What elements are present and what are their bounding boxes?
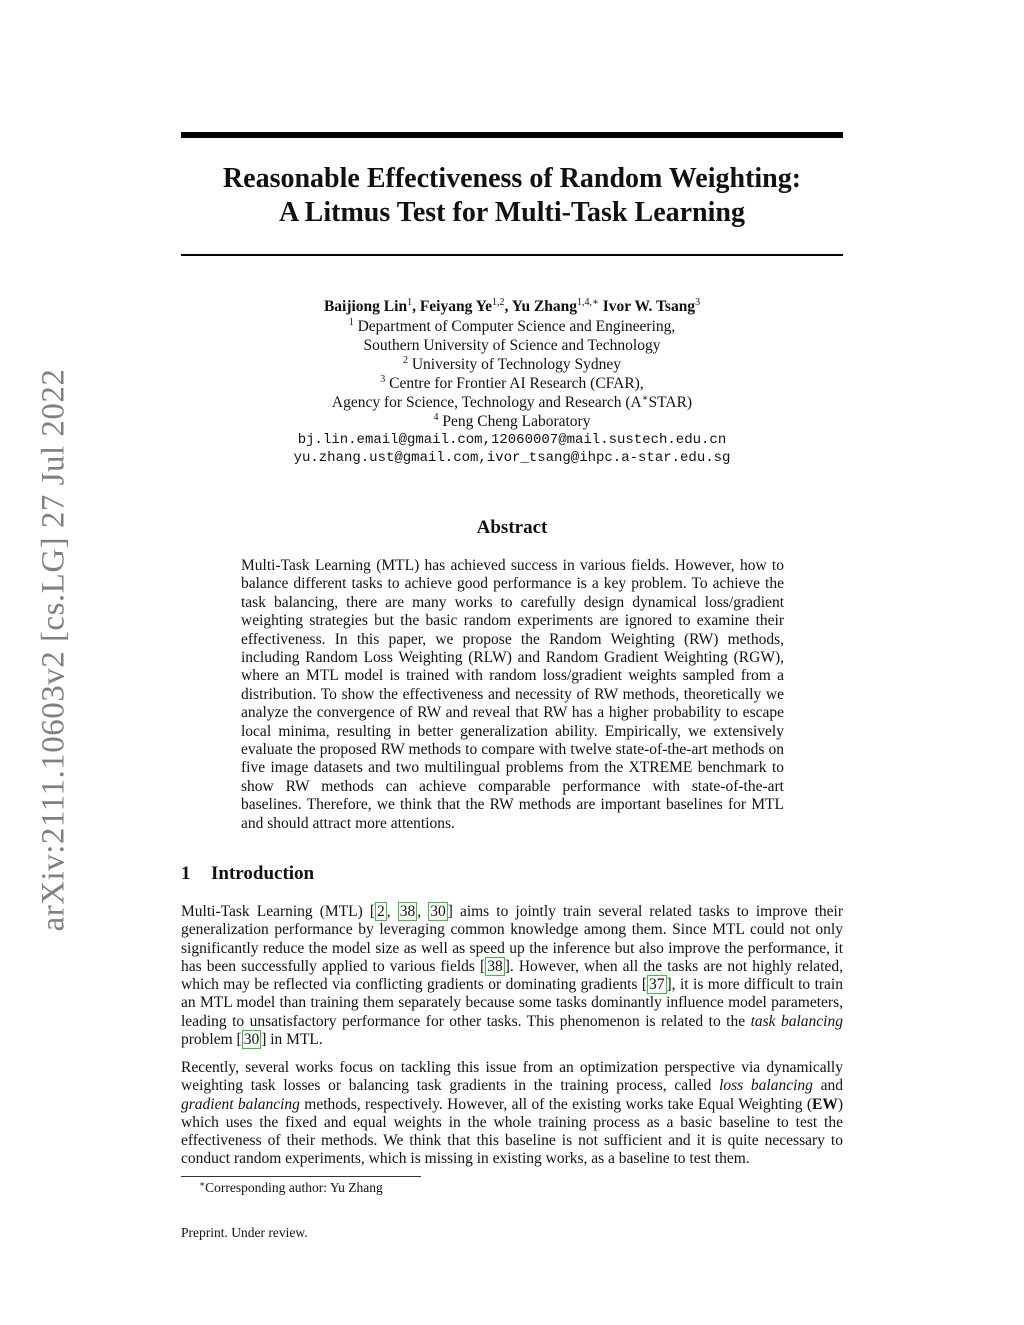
paragraph-text: problem [ (181, 1031, 242, 1049)
email-line-2: yu.zhang.ust@gmail.com,ivor_tsang@ihpc.a-star.edu.sg (293, 450, 731, 466)
title-line-1: Reasonable Effectiveness of Random Weighting: (222, 163, 802, 194)
abstract-text: Multi-Task Learning (MTL) has achieved success in various fields. However, how to balance different tasks to achieve good performance is a key problem. To achieve the task balancing, there are many works to carefully design dynamical loss/gradient weighting strategies but the basic random experiments are ignored to examine their effectiveness. In this paper, we propose the Random Weighting (RW) methods, including Random Loss Weighting (RLW) and Random Gradient Weighting (RGW), where an MTL model is trained with random loss/gradient weights sampled from a distribution. To show the effectiveness and necessity of RW methods, theoretically we analyze the convergence of RW and reveal that RW has a higher probability to escape local minima, resulting in better generalization ability. Empirically, we extensively evaluate the proposed RW methods to compare with twelve state-of-the-art methods on five image datasets and two multilingual problems from the XTREME benchmark to show RW methods can achieve comparable performance with state-of-the-art baselines. Therefore, we think that the RW methods are important baselines for MTL and should attract more attentions. (241, 557, 784, 832)
author-block (181, 297, 843, 467)
affiliation-mark: 2 (402, 355, 408, 366)
paragraph-text: Multi-Task Learning (MTL) [ (181, 903, 376, 920)
affiliation-mark: 1 (348, 317, 354, 328)
affiliation-1-cont: Southern University of Science and Technology (363, 337, 661, 354)
affiliation-text: Centre for Frontier AI Research (CFAR), (389, 375, 644, 392)
affiliation-text: Agency for Science, Technology and Research (A (331, 394, 642, 411)
citation-link[interactable]: 37 (649, 976, 665, 994)
citation-link[interactable]: 30 (243, 1031, 260, 1049)
affiliation-text: Peng Cheng Laboratory (442, 413, 591, 430)
author-affiliation-mark: 1 (407, 297, 413, 308)
affiliation-1 (181, 317, 843, 336)
paragraph-text: ] in MTL. (261, 1031, 323, 1049)
author-name: Feiyang Ye (419, 298, 492, 315)
abstract-heading: Abstract (476, 517, 548, 538)
section-heading-introduction (181, 862, 314, 886)
bold-term: EW (811, 1095, 838, 1113)
paragraph-text: ) which uses the fixed and equal weights in the whole training process as a basic baseline to test the effectiveness of their methods. We think that this baseline is not sufficient and it is quite necessary to conduct random experiments, which is missing in existing works, as a baseline to test them. (181, 1095, 843, 1168)
paper-title (181, 162, 843, 230)
author-separator: , (412, 298, 420, 315)
citation-link[interactable]: 30 (430, 903, 446, 920)
paragraph-text: , (417, 903, 429, 920)
paragraph-text: methods, respectively. However, all of the existing works take Equal Weighting ( (299, 1095, 812, 1113)
affiliation-2 (181, 355, 843, 374)
emphasized-term: loss balancing (719, 1077, 813, 1095)
title-line-2: A Litmus Test for Multi-Task Learning (279, 197, 745, 228)
author-name: Yu Zhang (511, 298, 578, 315)
footnote (199, 1179, 383, 1197)
affiliation-text: STAR) (648, 394, 693, 411)
citation-link[interactable]: 38 (399, 903, 416, 920)
affiliation-4 (181, 412, 843, 431)
preprint-notice: Preprint. Under review. (181, 1225, 308, 1240)
footnote-rule (181, 1176, 421, 1177)
email-line-1: bj.lin.email@gmail.com,12060007@mail.sustech.edu.cn (297, 432, 727, 448)
title-top-rule (181, 132, 843, 138)
author-separator: , (504, 298, 512, 315)
author-name: Baijiong Lin (323, 298, 408, 315)
paragraph-text: ] aims to jointly train several related tasks to improve their generalization performance by leveraging common knowledge among them. Since MTL could not only significantly reduce the model size as well as speed up the inference but also improve the performance, it has been successfully applied to various fields [ (181, 903, 844, 975)
paragraph-text: and (812, 1077, 843, 1095)
affiliation-mark: 3 (380, 374, 386, 385)
arxiv-identifier: arXiv:2111.10603v2 [cs.LG] 27 Jul 2022 (35, 368, 72, 932)
affiliation-mark: ∗ (641, 393, 649, 404)
paragraph-text: , (386, 903, 398, 920)
affiliation-3 (181, 374, 843, 393)
author-affiliation-mark: 1,4,∗ (577, 297, 599, 308)
paragraph-text: Recently, several works focus on tackling this issue from an optimization perspective via dynamically weighting task losses or balancing task gradients in the training process, called (181, 1059, 843, 1095)
author-list (181, 297, 843, 316)
footnote-text: Corresponding author: Yu Zhang (205, 1180, 383, 1195)
affiliation-text: Department of Computer Science and Engineering, (357, 318, 676, 335)
introduction-paragraph-2 (181, 1059, 843, 1169)
section-title: Introduction (211, 863, 315, 884)
author-affiliation-mark: 3 (695, 297, 701, 308)
emphasized-term: gradient balancing (181, 1095, 300, 1113)
affiliation-text: University of Technology Sydney (411, 356, 622, 373)
author-affiliation-mark: 1,2 (492, 297, 505, 308)
citation-link[interactable]: 38 (487, 957, 503, 975)
affiliation-3-cont (181, 393, 843, 412)
section-number: 1 (181, 863, 191, 884)
citation-link[interactable]: 2 (377, 903, 385, 920)
author-name: Ivor W. Tsang (602, 298, 696, 315)
paragraph-text: ], it is more difficult to train an MTL model than training them separately because some tasks dominantly influence model parameters, leading to unsatisfactory performance for other tasks. This phenomenon is related to the (181, 976, 843, 1030)
affiliation-mark: 4 (433, 412, 439, 423)
emphasized-term: task balancing (750, 1012, 843, 1030)
footnote-mark: ∗ (199, 1179, 206, 1189)
introduction-paragraph-1 (181, 903, 843, 1049)
title-bottom-rule (181, 254, 843, 256)
paragraph-text: ]. However, when all the tasks are not highly related, which may be reflected via conflicting gradients or dominating gradients [ (181, 957, 843, 994)
